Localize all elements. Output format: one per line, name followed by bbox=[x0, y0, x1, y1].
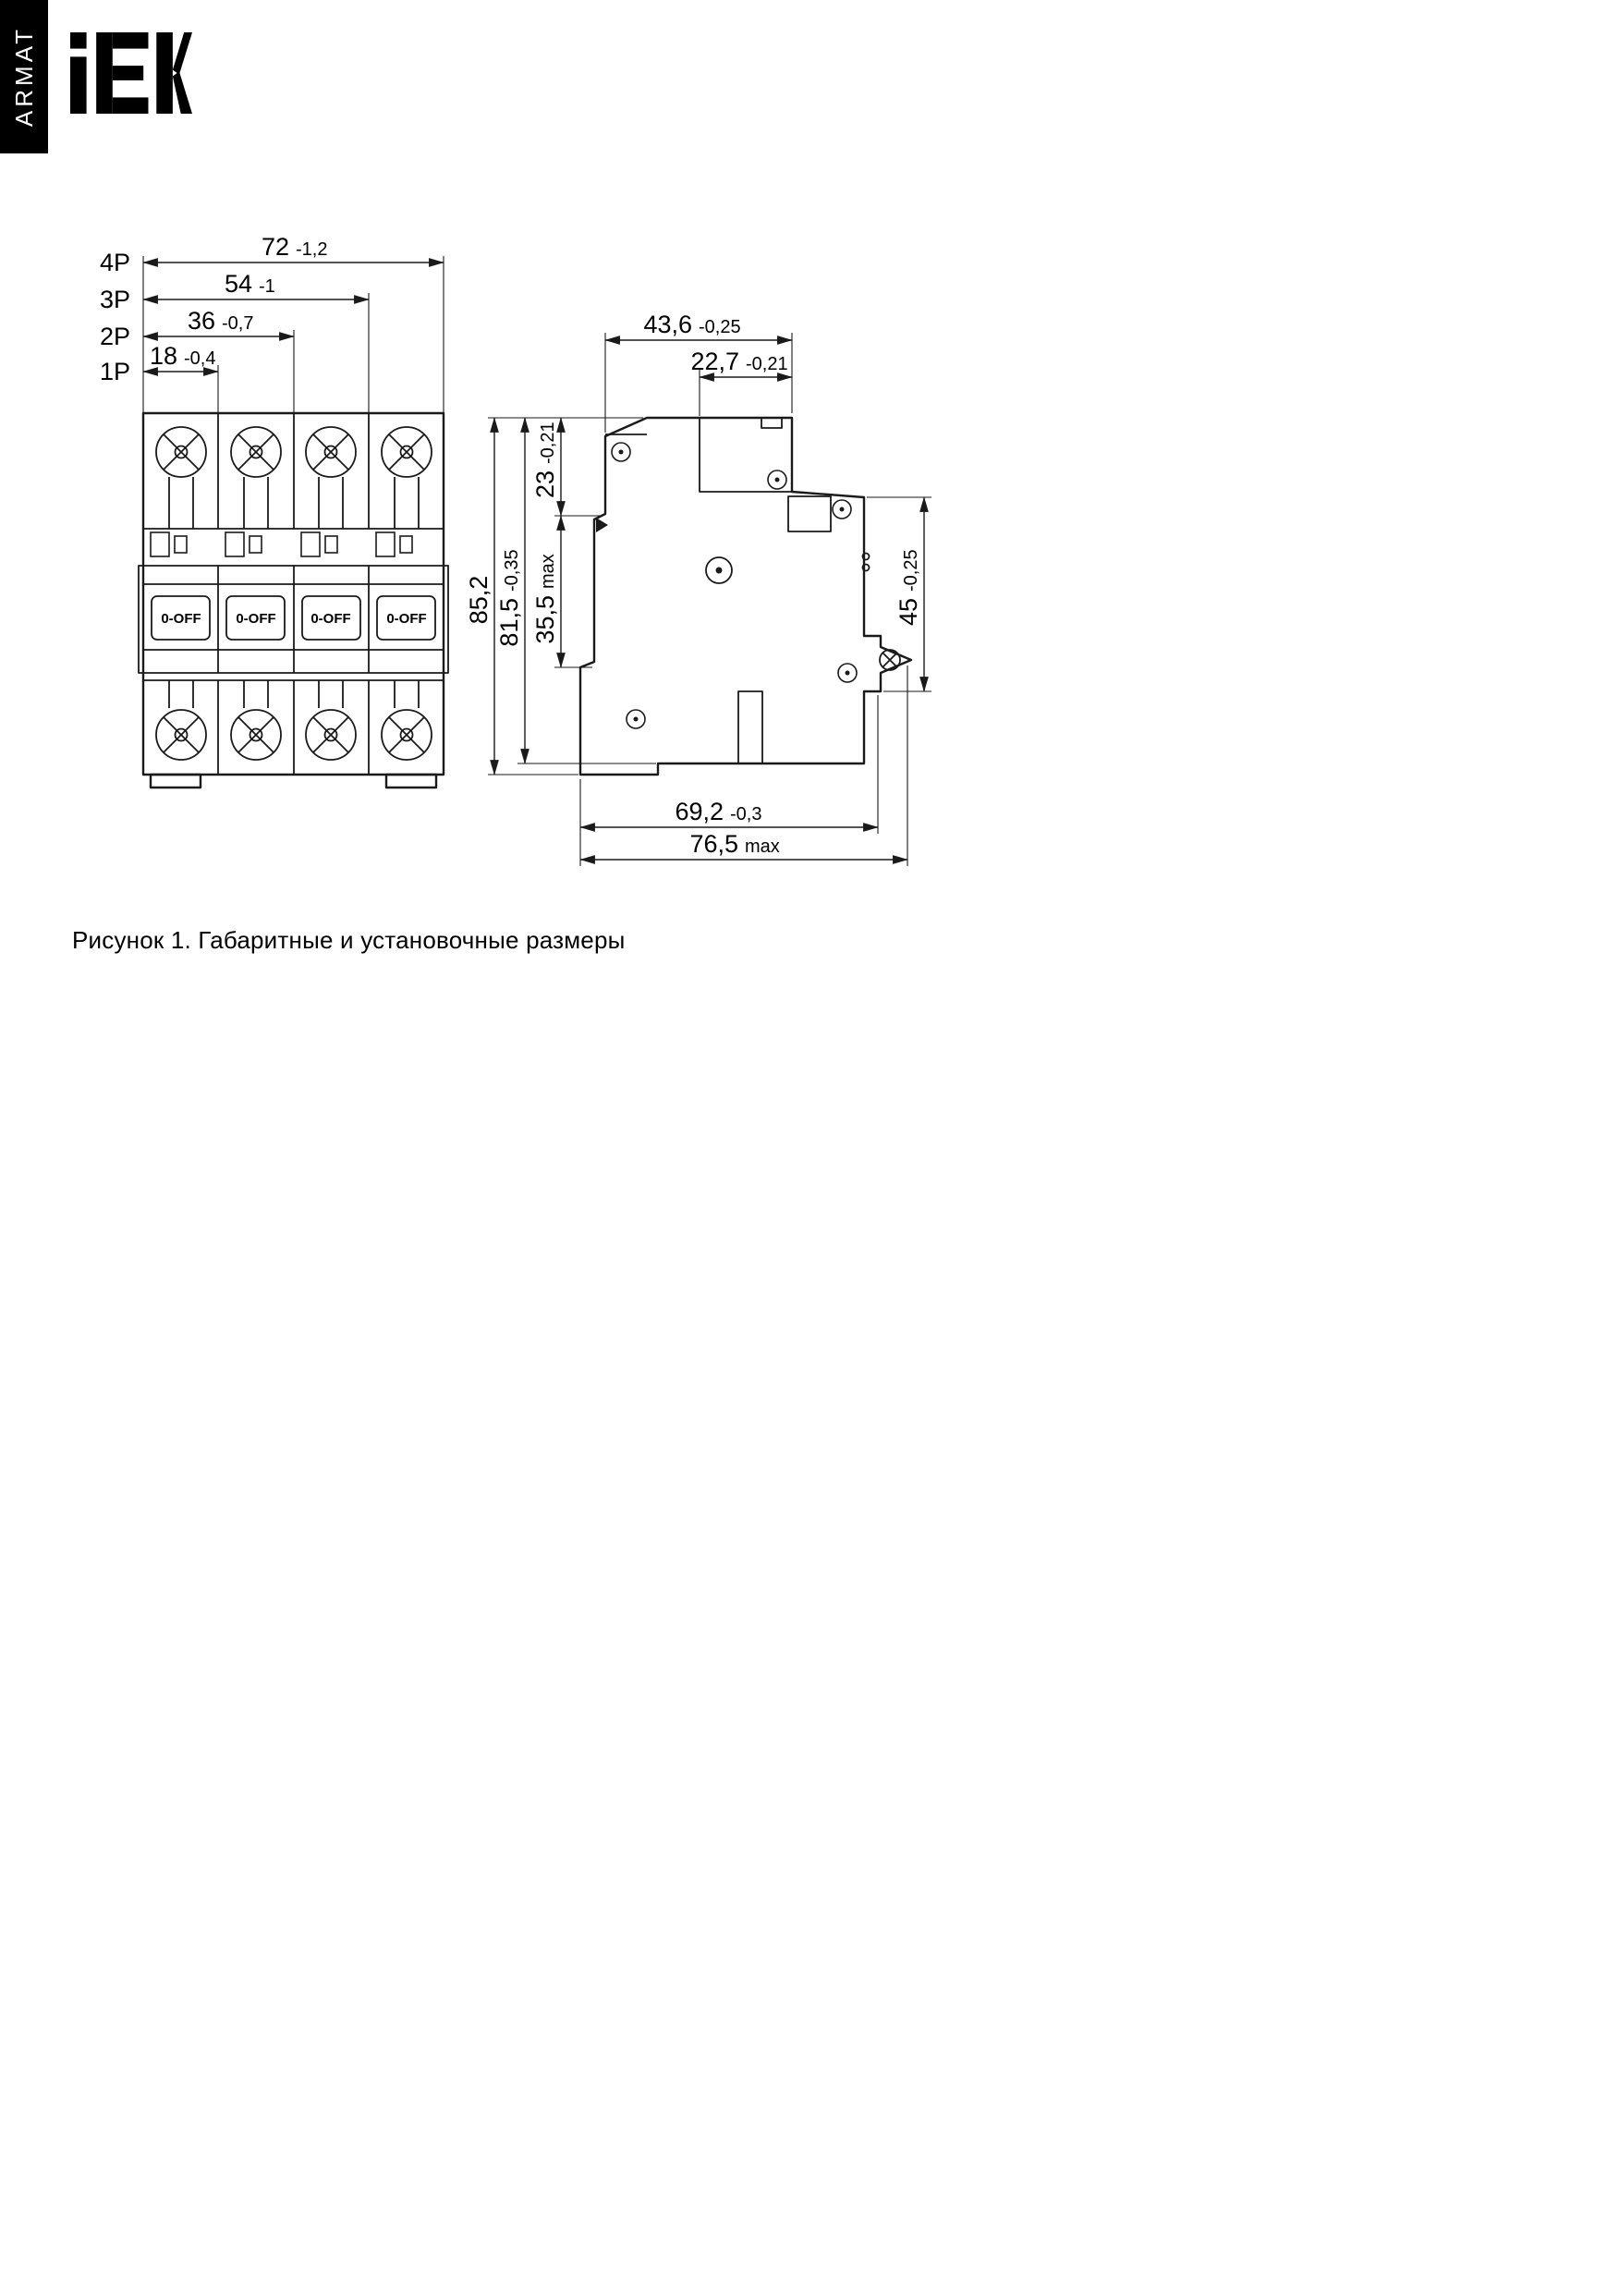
din-rail-slot bbox=[738, 691, 762, 763]
dimension-value: 72 bbox=[261, 233, 289, 261]
dimension-tolerance: -0,25 bbox=[699, 317, 741, 337]
rivet bbox=[833, 500, 851, 519]
side-view bbox=[465, 311, 931, 866]
terminal-clip bbox=[301, 532, 337, 556]
terminal-screw bbox=[231, 427, 281, 477]
mounting-foot-right bbox=[386, 775, 436, 788]
dimension-value: 76,5 bbox=[689, 830, 738, 858]
switch-position-label: 0-OFF bbox=[236, 611, 276, 627]
side-inner-contours bbox=[605, 418, 792, 492]
terminal-screw bbox=[156, 710, 206, 760]
front-view-dimensions bbox=[100, 233, 444, 413]
rivet bbox=[612, 443, 630, 461]
dimension-tolerance: -0,21 bbox=[746, 354, 788, 374]
terminal-screw bbox=[306, 427, 356, 477]
dimension-suffix: max bbox=[745, 837, 780, 857]
dim-front-2p bbox=[100, 307, 294, 350]
side-view-body bbox=[580, 418, 911, 775]
dimension-tolerance: -0,3 bbox=[730, 804, 762, 824]
terminal-screw bbox=[382, 710, 432, 760]
rivet bbox=[838, 664, 857, 682]
dim-side-mid-height bbox=[531, 516, 561, 667]
dim-side-mount-depth bbox=[580, 798, 878, 827]
switch-position-label: 0-OFF bbox=[386, 611, 427, 627]
dimension-tolerance: -1 bbox=[259, 276, 275, 297]
switch-position-label: 0-OFF bbox=[161, 611, 201, 627]
extension-lines bbox=[143, 256, 444, 413]
dim-side-max-depth bbox=[580, 830, 907, 860]
dim-side-total-height bbox=[465, 418, 494, 775]
dim-front-3p bbox=[100, 270, 369, 313]
dimension-value: 36 bbox=[187, 307, 215, 335]
pole-count-label: 4P bbox=[99, 249, 130, 276]
side-view-dimensions bbox=[465, 311, 931, 866]
dimension-suffix: max bbox=[538, 554, 558, 589]
dimension-value: 69,2 bbox=[675, 798, 724, 825]
din-clip-screw bbox=[880, 650, 900, 670]
terminal-screw bbox=[382, 427, 432, 477]
dimension-value: 45 bbox=[895, 598, 922, 627]
dimension-tolerance: -1,2 bbox=[296, 239, 328, 260]
dimension-value: 22,7 bbox=[690, 348, 739, 375]
rivet bbox=[627, 710, 645, 728]
dimension-value: 54 bbox=[224, 270, 252, 298]
dim-front-4p bbox=[100, 233, 444, 276]
pole-count-label: 3P bbox=[99, 286, 130, 313]
dimension-value: 85,2 bbox=[465, 575, 493, 625]
top-notch bbox=[761, 418, 782, 428]
mounting-foot-left bbox=[151, 775, 201, 788]
dimension-tolerance: -0,21 bbox=[538, 421, 558, 464]
terminal-clip bbox=[151, 532, 187, 556]
dimension-tolerance: -0,7 bbox=[222, 313, 254, 334]
technical-drawing bbox=[0, 0, 1619, 1017]
front-view-body bbox=[139, 413, 448, 788]
rivet bbox=[768, 470, 786, 489]
dimension-tolerance: -0,35 bbox=[502, 549, 522, 592]
terminal-screw bbox=[231, 710, 281, 760]
dim-side-upper-height bbox=[531, 418, 561, 516]
terminal-screw bbox=[156, 427, 206, 477]
dimension-tolerance: -0,25 bbox=[901, 549, 921, 592]
dim-side-top-width bbox=[605, 311, 792, 340]
terminal-clip bbox=[376, 532, 412, 556]
dimension-value: 18 bbox=[149, 342, 177, 370]
switch-position-label: 0-OFF bbox=[310, 611, 351, 627]
pole-count-label: 1P bbox=[99, 358, 130, 385]
dimension-value: 23 bbox=[531, 470, 559, 499]
pole-count-label: 2P bbox=[99, 323, 130, 350]
dimension-value: 81,5 bbox=[495, 598, 523, 647]
dimension-tolerance: -0,4 bbox=[184, 348, 216, 369]
front-latch bbox=[596, 518, 608, 532]
dim-side-upper-width bbox=[690, 348, 792, 377]
dimension-value: 43,6 bbox=[643, 311, 692, 338]
dim-side-body-height bbox=[495, 418, 525, 763]
terminal-screw bbox=[306, 710, 356, 760]
dimension-value: 35,5 bbox=[531, 595, 559, 644]
front-view bbox=[100, 233, 448, 788]
brand-vertical-label: ARMAT bbox=[9, 26, 38, 128]
figure-caption: Рисунок 1. Габаритные и установочные размеры bbox=[72, 926, 626, 954]
terminal-clip bbox=[225, 532, 262, 556]
mechanism-pivot-center bbox=[716, 568, 723, 574]
upper-component-box bbox=[788, 496, 831, 531]
side-profile-outline bbox=[580, 418, 911, 775]
